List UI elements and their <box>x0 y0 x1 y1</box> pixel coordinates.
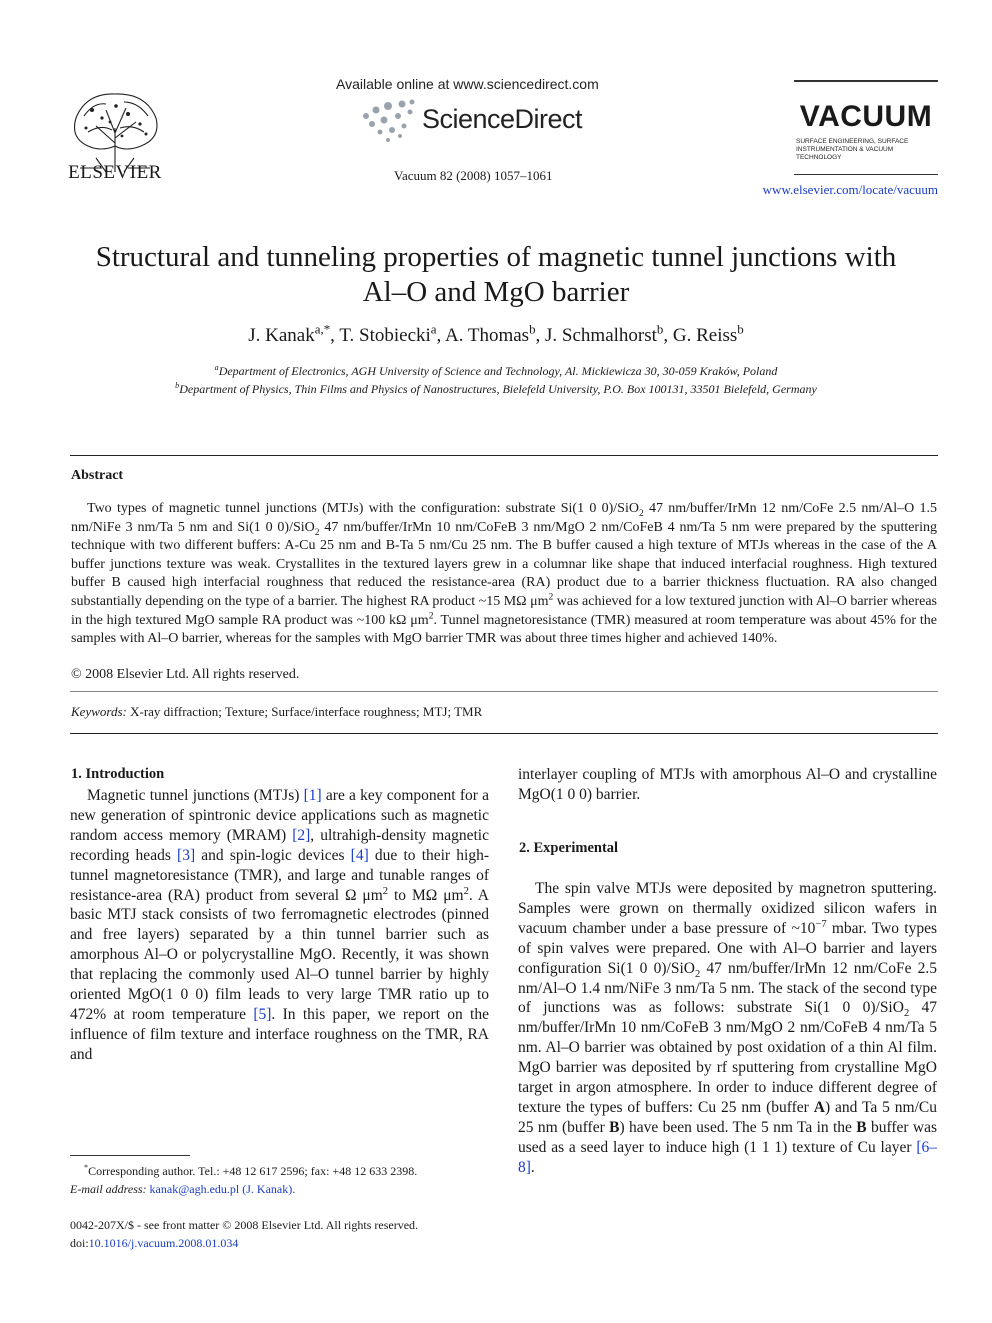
keywords <box>71 704 482 720</box>
author-name: T. Stobiecki <box>339 325 431 346</box>
author-name: G. Reiss <box>672 325 738 346</box>
text-seg: ) have been used. The 5 nm Ta in the <box>619 1118 857 1136</box>
corresponding-text: Corresponding author. Tel.: +48 12 617 2596; fax: +48 12 633 2398. <box>88 1164 418 1178</box>
text-seg: due to their high-tunnel magnetoresistance (TMR), and large and tunable ranges of resistance-area (RA) product from several Ω μm <box>70 846 489 904</box>
abstract-heading: Abstract <box>71 468 124 483</box>
front-matter-footnote <box>70 1216 500 1252</box>
journal-rule-top <box>794 80 938 82</box>
corresponding-author-footnote <box>70 1162 500 1198</box>
front-matter-text: 0042-207X/$ - see front matter © 2008 Elsevier Ltd. All rights reserved. <box>70 1218 419 1232</box>
email-link[interactable]: kanak@agh.edu.pl (J. Kanak). <box>149 1182 296 1196</box>
sciencedirect-dots-icon <box>358 98 418 144</box>
author-sup: b <box>656 321 664 337</box>
subscript: 2 <box>903 1008 910 1020</box>
ref-link[interactable]: [3] <box>177 846 196 864</box>
ref-link[interactable]: [6–8] <box>518 1138 937 1176</box>
superscript: 2 <box>548 592 554 603</box>
superscript: 2 <box>463 885 469 897</box>
superscript: −7 <box>815 918 827 930</box>
journal-name: VACUUM <box>799 100 933 133</box>
author-list: J. Kanak$^{a,*}$, T. Stobiecki$^a$, A. Thomas$^b$, J. Schmalhorst$^b$, G. Reiss$^b$ <box>248 321 744 346</box>
superscript: 2 <box>428 610 434 621</box>
buffer-b-label: B <box>856 1118 867 1136</box>
sciencedirect-wordmark: ScienceDirect <box>422 104 583 134</box>
keywords-text: X-ray diffraction; Texture; Surface/interface roughness; MTJ; TMR <box>126 704 483 719</box>
title-line-2: Al–O and MgO barrier <box>362 276 630 308</box>
ref-link[interactable]: [1] <box>303 787 322 804</box>
text-seg: . A basic MTJ stack consists of two ferromagnetic electrodes (pinned and free layers) separated by a thin tunnel barrier such as amorphous Al–O or polycrystalline MgO. Recently, it was shown that replacing the commonly used Al–O tunnel barrier by highly oriented MgO(1 0 0) film leads to very large TMR ratio up to 472% at room temperature <box>70 886 489 1023</box>
text-seg: 47 nm/buffer/IrMn 12 nm/CoFe 2.5 nm/Al–O 1.4 nm/NiFe 3 nm/Ta 5 nm. The stack of the second type of junctions was as follows: substrate Si(1 0 0)/SiO <box>518 959 938 1017</box>
author-sup: a,* <box>314 321 331 337</box>
ref-link[interactable]: [2] <box>292 826 311 844</box>
title-line-1: Structural and tunneling properties of magnetic tunnel junctions with <box>95 241 897 273</box>
ref-link[interactable]: [4] <box>350 846 369 864</box>
journal-rule-bottom <box>794 174 938 175</box>
buffer-a-label: A <box>813 1098 825 1116</box>
text-seg: 47 nm/buffer/IrMn 10 nm/CoFeB 3 nm/MgO 2 nm/CoFeB 4 nm/Ta 5 nm. Al–O barrier was obtained by post oxidation of a thin Al film. MgO barrier was deposited by rf sputtering from crystalline MgO target in argon atmosphere. In order to induce different degree of texture the types of buffers: Cu 25 nm (buffer <box>518 999 937 1116</box>
experimental-body <box>518 879 937 1178</box>
section-heading-introduction: 1. Introduction <box>71 766 165 782</box>
abstract-seg: Two types of magnetic tunnel junctions (MTJs) with the configuration: substrate Si(1 0 0)/SiO <box>87 501 639 516</box>
subscript: 2 <box>314 527 320 538</box>
text-seg: and spin-logic devices <box>195 846 351 864</box>
author-name: A. Thomas <box>444 325 530 346</box>
section-heading-experimental: 2. Experimental <box>519 840 619 856</box>
abstract-copyright: © 2008 Elsevier Ltd. All rights reserved. <box>71 667 300 682</box>
sciencedirect-logo[interactable] <box>358 98 608 144</box>
affiliation-a: Department of Electronics, AGH University of Science and Technology, Al. Mickiewicza 30, 30-059 Kraków, Poland <box>218 364 778 378</box>
publisher-wordmark: ELSEVIER <box>68 162 162 183</box>
affiliation-b: Department of Physics, Thin Films and Physics of Nanostructures, Bielefeld University, P.O. Box 100131, 33501 Bielefeld, Germany <box>179 382 817 396</box>
introduction-body <box>70 786 489 1065</box>
text-seg: ) and Ta 5 nm/Cu 25 nm (buffer <box>518 1098 937 1136</box>
keywords-label: Keywords: <box>71 704 127 719</box>
ref-link[interactable]: [5] <box>253 1005 272 1023</box>
available-online-text: Available online at www.sciencedirect.com <box>336 76 599 92</box>
journal-url-link[interactable]: www.elsevier.com/locate/vacuum <box>762 182 938 197</box>
journal-subtitle: SURFACE ENGINEERING, SURFACE INSTRUMENTATION & VACUUM TECHNOLOGY <box>796 138 909 161</box>
intro-paragraph <box>70 786 489 1065</box>
email-label: E-mail address: <box>70 1182 147 1196</box>
author-sup: b <box>737 321 744 337</box>
text-seg: . In this paper, we report on the influence of film texture and interface roughness on the TMR, RA and <box>70 1005 489 1063</box>
article-title <box>60 240 932 310</box>
journal-citation: Vacuum 82 (2008) 1057–1061 <box>394 168 553 183</box>
subscript: 2 <box>638 508 644 519</box>
abstract-rule-top <box>70 455 938 456</box>
text-seg: to MΩ μm <box>388 886 464 904</box>
affiliations <box>60 362 932 398</box>
abstract-text <box>71 500 937 649</box>
affiliation-mark: b <box>175 381 180 390</box>
affiliation-mark: a <box>214 363 219 372</box>
experimental-paragraph <box>518 879 937 1178</box>
abstract-rule-bottom <box>70 733 938 734</box>
introduction-continued <box>518 765 937 805</box>
doi-link[interactable]: 10.1016/j.vacuum.2008.01.034 <box>88 1236 239 1250</box>
abstract-seg: was achieved for a low textured junction with Al–O barrier whereas in the high textured MgO sample RA product was ~100 kΩ μm <box>71 593 937 628</box>
subscript: 2 <box>694 968 701 980</box>
text-seg: The spin valve MTJs were deposited by magnetron sputtering. Samples were grown on thermally oxidized silicon wafers in vacuum chamber under a base pressure of ~10 <box>518 880 937 937</box>
abstract-seg: 47 nm/buffer/IrMn 10 nm/CoFeB 3 nm/MgO 2 nm/CoFeB 4 nm/Ta 5 nm were prepared by the sputtering technique with two different buffers: A-Cu 25 nm and B-Ta 5 nm/Cu 25 nm. The B buffer caused a high texture of MTJs whereas in the case of the A buffer junctions texture was weak. Crystallites in the textured layers grew in a columnar like shape that induced interfacial roughness. High textured buffer B caused high interfacial roughness that reduced the resistance-area (RA) product due to a barrier thickness fluctuation. RA also changed substantially depending on the type of a barrier. The highest RA product ~15 MΩ μm <box>71 519 937 609</box>
author-name: J. Schmalhorst <box>545 325 657 346</box>
doi-label: doi: <box>70 1236 89 1250</box>
author-sup: a <box>430 321 437 337</box>
footnote-rule <box>70 1155 190 1156</box>
buffer-b-label: B <box>609 1118 620 1136</box>
text-seg: . <box>530 1158 535 1176</box>
text-seg: buffer was used as a seed layer to induce high (1 1 1) texture of Cu layer <box>518 1118 937 1156</box>
text-seg: are a key component for a new generation of spintronic device applications such as magnetic random access memory (MRAM) <box>70 787 489 844</box>
abstract-seg: 47 nm/buffer/IrMn 12 nm/CoFe 2.5 nm/Al–O 1.5 nm/NiFe 3 nm/Ta 5 nm and Si(1 0 0)/SiO <box>71 501 937 535</box>
text-seg: mbar. Two types of spin valves were prepared. One with Al–O barrier and layers configuration Si(1 0 0)/SiO <box>518 919 937 977</box>
text-seg: Magnetic tunnel junctions (MTJs) <box>87 787 304 804</box>
superscript: 2 <box>382 885 389 897</box>
abstract-seg: . Tunnel magnetoresistance (TMR) measured at room temperature was about 45% for the samples with Al–O barrier, whereas for the samples with MgO barrier TMR was about three times higher and achieved 140%. <box>71 612 937 647</box>
keywords-rule <box>70 691 938 692</box>
author-sup: b <box>529 321 536 337</box>
footnote-mark: * <box>84 1163 89 1172</box>
author-name: J. Kanak <box>248 325 315 346</box>
text-seg: , ultrahigh-density magnetic recording heads <box>70 826 489 864</box>
intro-continued-paragraph: interlayer coupling of MTJs with amorphous Al–O and crystalline MgO(1 0 0) barrier. <box>518 766 937 803</box>
